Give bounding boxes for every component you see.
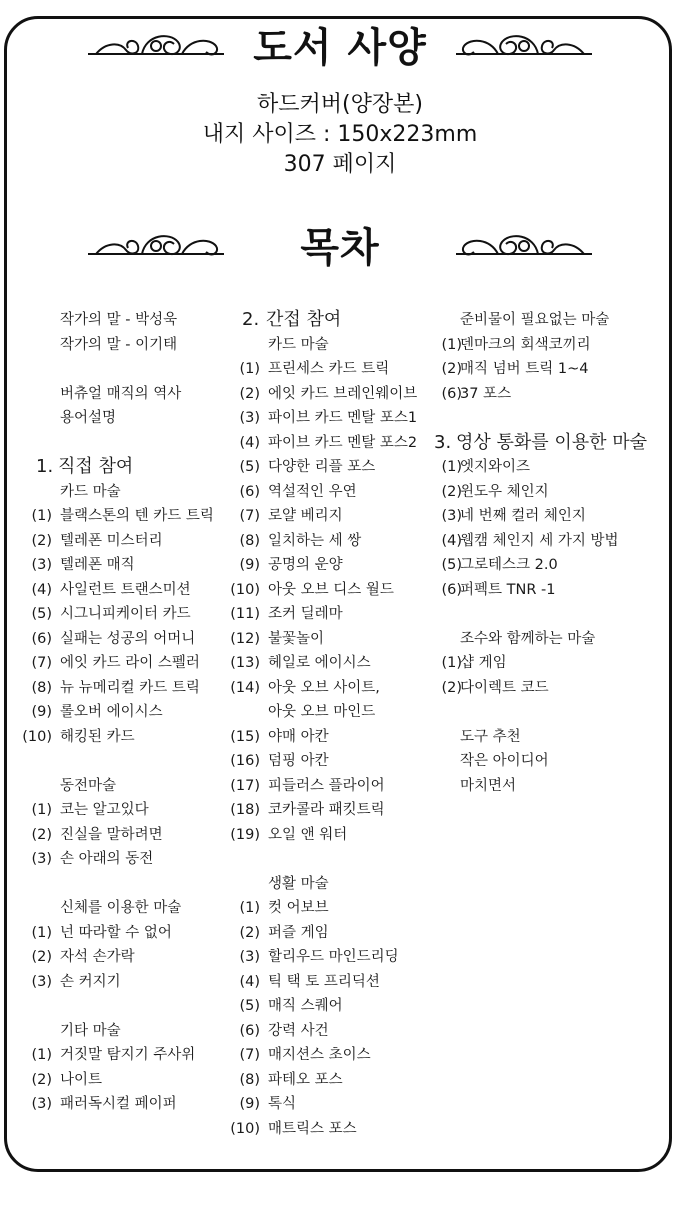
toc-item xyxy=(226,1019,433,1044)
toc-item xyxy=(430,774,670,799)
item-title: 뉴 뉴메리컬 카드 트릭 xyxy=(60,679,200,696)
item-title: 네 번째 컬러 체인지 xyxy=(460,508,586,524)
page-title: 도서 사양 xyxy=(253,25,427,71)
item-title: 다이렉트 코드 xyxy=(460,679,549,696)
item-number: (17) xyxy=(230,777,260,794)
item-number: (9) xyxy=(31,704,52,720)
item-title: 에잇 카드 라이 스펠러 xyxy=(60,655,200,671)
item-title: 조수와 함께하는 마술 xyxy=(460,630,596,647)
item-title: 신체를 이용한 마술 xyxy=(60,900,182,916)
item-title: 코카콜라 패킷트릭 xyxy=(268,802,385,818)
toc-item xyxy=(430,553,670,578)
item-title: 손 아래의 동전 xyxy=(60,851,154,867)
spec-pages: 307 페이지 xyxy=(283,152,397,177)
item-number: (2) xyxy=(239,385,260,402)
item-title: 엣지와이즈 xyxy=(460,459,531,475)
toc-item xyxy=(20,1019,225,1044)
item-number: (4) xyxy=(239,434,260,451)
toc-item xyxy=(430,627,670,652)
item-number: (2) xyxy=(441,483,462,500)
toc-item xyxy=(20,798,225,823)
item-number: (1) xyxy=(31,1047,52,1063)
item-title: 텔레폰 매직 xyxy=(60,557,135,573)
toc-item xyxy=(226,676,433,701)
toc-item xyxy=(226,333,433,358)
item-title: 사일런트 트랜스미션 xyxy=(60,581,191,598)
item-title: 다양한 리플 포스 xyxy=(268,459,376,475)
toc-title: 목차 xyxy=(300,225,380,271)
item-number: (4) xyxy=(239,973,260,990)
item-title: 용어설명 xyxy=(60,410,117,426)
item-number: (4) xyxy=(441,532,462,549)
toc-item xyxy=(20,333,225,358)
toc-item xyxy=(226,504,433,529)
toc-item xyxy=(20,480,225,505)
item-number: (16) xyxy=(230,753,260,769)
item-number: (1) xyxy=(239,900,260,916)
item-number: (5) xyxy=(239,459,260,475)
toc-item xyxy=(226,1043,433,1068)
toc-item xyxy=(226,553,433,578)
item-title: 피들러스 플라이어 xyxy=(268,777,385,794)
item-title: 버츄얼 매직의 역사 xyxy=(60,385,182,402)
toc-item xyxy=(20,945,225,970)
toc-item xyxy=(20,847,225,872)
item-title: 톡식 xyxy=(268,1096,297,1112)
item-title: 에잇 카드 브레인웨이브 xyxy=(268,385,418,402)
item-number: (6) xyxy=(441,581,462,598)
item-number: (4) xyxy=(31,581,52,598)
item-title: 퍼즐 게임 xyxy=(268,924,329,941)
item-number: (3) xyxy=(31,557,52,573)
item-title: 야매 아칸 xyxy=(268,728,329,745)
toc-item xyxy=(20,676,225,701)
item-number: (6) xyxy=(239,483,260,500)
toc-item xyxy=(20,896,225,921)
item-title: 파테오 포스 xyxy=(268,1071,343,1088)
spacer xyxy=(430,602,670,627)
item-title: 덴마크의 회색코끼리 xyxy=(460,336,591,353)
item-title: 작가의 말 - 박성욱 xyxy=(60,312,178,328)
item-title: 진실을 말하려면 xyxy=(60,826,163,843)
item-title: 37 포스 xyxy=(460,385,512,402)
item-number: (6) xyxy=(31,630,52,647)
item-number: (2) xyxy=(31,1071,52,1088)
toc-item xyxy=(430,504,670,529)
toc-item xyxy=(226,602,433,627)
item-number: (12) xyxy=(230,630,260,647)
item-title: 넌 따라할 수 없어 xyxy=(60,924,172,941)
item-number: (6) xyxy=(441,385,462,402)
item-title: 헤일로 에이시스 xyxy=(268,655,371,671)
item-title: 불꽃놀이 xyxy=(268,630,325,647)
toc-item xyxy=(226,480,433,505)
item-number: (9) xyxy=(239,1096,260,1112)
item-title: 오일 앤 워터 xyxy=(268,826,348,843)
section-title: 직접 참여 xyxy=(58,456,134,477)
toc-item xyxy=(20,553,225,578)
toc-item xyxy=(20,725,225,750)
spacer xyxy=(20,357,225,382)
item-number: (3) xyxy=(441,508,462,524)
item-number: (1) xyxy=(31,508,52,524)
spacer xyxy=(20,872,225,897)
toc-item xyxy=(226,994,433,1019)
item-title: 동전마술 xyxy=(60,777,117,794)
item-number: (1) xyxy=(441,459,462,475)
toc-item xyxy=(226,578,433,603)
item-title: 그로테스크 2.0 xyxy=(460,557,558,573)
section-title: 영상 통화를 이용한 마술 xyxy=(456,431,648,453)
toc-item xyxy=(430,333,670,358)
item-title: 퍼펙트 TNR -1 xyxy=(460,581,556,598)
item-number: (3) xyxy=(239,949,260,965)
item-title: 블랙스톤의 텐 카드 트릭 xyxy=(60,508,214,524)
item-title: 아웃 오브 마인드 xyxy=(268,704,376,720)
toc-column-1 xyxy=(20,308,225,1117)
item-title: 덤핑 아칸 xyxy=(268,753,329,769)
section-title: 간접 참여 xyxy=(266,309,342,330)
spacer xyxy=(20,431,225,456)
item-number: (8) xyxy=(239,1071,260,1088)
item-title: 틱 택 토 프리딕션 xyxy=(268,973,380,990)
item-title: 매트릭스 포스 xyxy=(268,1120,357,1137)
item-number: (18) xyxy=(230,802,260,818)
item-number: (11) xyxy=(230,606,260,622)
item-number: (3) xyxy=(239,410,260,426)
toc-item xyxy=(20,823,225,848)
item-title: 패러독시컬 페이퍼 xyxy=(60,1096,177,1112)
toc-item xyxy=(20,627,225,652)
toc-item xyxy=(430,529,670,554)
toc-item xyxy=(226,970,433,995)
item-title: 작가의 말 - 이기태 xyxy=(60,336,178,353)
item-number: (1) xyxy=(441,336,462,353)
toc-item xyxy=(20,529,225,554)
item-title: 컷 어보브 xyxy=(268,900,329,916)
toc-item xyxy=(430,651,670,676)
item-title: 시그니피케이터 카드 xyxy=(60,606,191,622)
toc-item xyxy=(430,357,670,382)
toc-item xyxy=(226,357,433,382)
item-title: 아웃 오브 사이트, xyxy=(268,679,380,696)
item-title: 롤오버 에이시스 xyxy=(60,704,163,720)
toc-item xyxy=(226,749,433,774)
item-title: 카드 마술 xyxy=(60,483,121,500)
toc-item xyxy=(226,725,433,750)
item-title: 웹캠 체인지 세 가지 방법 xyxy=(460,532,619,549)
toc-item xyxy=(430,480,670,505)
toc-item xyxy=(430,749,670,774)
toc-item xyxy=(226,406,433,431)
item-title: 자석 손가락 xyxy=(60,949,135,965)
item-title: 손 커지기 xyxy=(60,973,121,990)
item-title: 파이브 카드 멘탈 포스1 xyxy=(268,410,418,426)
item-number: (1) xyxy=(441,655,462,671)
spacer xyxy=(20,749,225,774)
toc-section xyxy=(430,431,670,456)
item-number: (8) xyxy=(31,679,52,696)
toc-item xyxy=(226,823,433,848)
item-title: 도구 추천 xyxy=(460,728,521,745)
item-number: (1) xyxy=(31,924,52,941)
toc-item xyxy=(430,676,670,701)
item-number: (5) xyxy=(239,998,260,1014)
item-title: 텔레폰 미스터리 xyxy=(60,532,163,549)
item-title: 거짓말 탐지기 주사위 xyxy=(60,1047,196,1063)
toc-item xyxy=(430,455,670,480)
section-number: 3. xyxy=(434,431,452,453)
spacer xyxy=(226,847,433,872)
item-number: (5) xyxy=(31,606,52,622)
item-title: 프린세스 카드 트릭 xyxy=(268,361,390,377)
item-title: 마치면서 xyxy=(460,777,517,794)
spec-size: 내지 사이즈 : 150x223mm xyxy=(202,122,478,147)
item-title: 나이트 xyxy=(60,1071,103,1088)
spacer xyxy=(20,994,225,1019)
toc-section xyxy=(226,308,433,333)
toc-item xyxy=(226,1092,433,1117)
toc-item xyxy=(20,308,225,333)
toc-item xyxy=(20,1092,225,1117)
item-number: (2) xyxy=(31,532,52,549)
item-title: 역설적인 우연 xyxy=(268,483,357,500)
item-title: 강력 사건 xyxy=(268,1022,329,1039)
toc-item xyxy=(226,455,433,480)
item-title: 윈도우 체인지 xyxy=(460,483,549,500)
section-number: 1. xyxy=(36,456,54,477)
section-number: 2. xyxy=(242,309,260,330)
toc-item xyxy=(226,651,433,676)
toc-item xyxy=(20,578,225,603)
item-title: 공명의 운양 xyxy=(268,557,343,573)
item-number: (10) xyxy=(230,581,260,598)
spacer xyxy=(430,700,670,725)
toc-item xyxy=(20,1068,225,1093)
toc-item xyxy=(20,700,225,725)
item-number: (3) xyxy=(31,1096,52,1112)
toc-item xyxy=(430,578,670,603)
toc-column-2 xyxy=(226,308,433,1141)
spacer xyxy=(430,406,670,431)
item-title: 할리우드 마인드리딩 xyxy=(268,949,399,965)
item-title: 기타 마술 xyxy=(60,1022,121,1039)
item-number: (14) xyxy=(230,679,260,696)
item-title: 샵 게임 xyxy=(460,655,507,671)
item-title: 로얄 베리지 xyxy=(268,508,343,524)
toc-item xyxy=(226,627,433,652)
toc-item xyxy=(430,382,670,407)
toc-item xyxy=(430,725,670,750)
item-title: 일치하는 세 쌍 xyxy=(268,532,362,549)
item-title: 조커 딜레마 xyxy=(268,606,343,622)
item-number: (7) xyxy=(239,1047,260,1063)
item-number: (6) xyxy=(239,1022,260,1039)
item-number: (2) xyxy=(239,924,260,941)
toc-item xyxy=(20,406,225,431)
item-title: 준비물이 필요없는 마술 xyxy=(460,312,610,328)
toc-item xyxy=(226,774,433,799)
item-number: (3) xyxy=(31,973,52,990)
toc-item xyxy=(226,529,433,554)
item-number: (2) xyxy=(441,361,462,377)
toc-item xyxy=(226,896,433,921)
item-number: (19) xyxy=(230,826,260,843)
toc-item xyxy=(20,970,225,995)
toc-item xyxy=(226,700,433,725)
item-title: 실패는 성공의 어머니 xyxy=(60,630,196,647)
item-number: (3) xyxy=(31,851,52,867)
toc-item xyxy=(20,1043,225,1068)
toc-section xyxy=(20,455,225,480)
item-number: (8) xyxy=(239,532,260,549)
item-title: 매직 스퀘어 xyxy=(268,998,343,1014)
toc-item xyxy=(430,308,670,333)
spec-binding: 하드커버(양장본) xyxy=(257,92,423,117)
toc-item xyxy=(226,382,433,407)
item-number: (13) xyxy=(230,655,260,671)
toc-item xyxy=(20,504,225,529)
toc-item xyxy=(20,651,225,676)
item-number: (10) xyxy=(230,1120,260,1137)
item-title: 생활 마술 xyxy=(268,875,329,892)
item-title: 매지션스 초이스 xyxy=(268,1047,371,1063)
item-number: (10) xyxy=(22,728,52,745)
item-title: 코는 알고있다 xyxy=(60,802,149,818)
toc-item xyxy=(226,798,433,823)
toc-item xyxy=(20,921,225,946)
toc-item xyxy=(226,921,433,946)
toc-item xyxy=(226,872,433,897)
item-title: 아웃 오브 디스 월드 xyxy=(268,581,394,598)
item-number: (1) xyxy=(239,361,260,377)
toc-item xyxy=(20,382,225,407)
item-number: (1) xyxy=(31,802,52,818)
item-number: (5) xyxy=(441,557,462,573)
toc-item xyxy=(226,1117,433,1142)
item-number: (2) xyxy=(31,949,52,965)
item-title: 해킹된 카드 xyxy=(60,728,135,745)
item-number: (2) xyxy=(441,679,462,696)
toc-item xyxy=(20,602,225,627)
item-number: (2) xyxy=(31,826,52,843)
toc-item xyxy=(20,774,225,799)
toc-item xyxy=(226,945,433,970)
item-title: 카드 마술 xyxy=(268,336,329,353)
toc-column-3 xyxy=(430,308,670,798)
item-number: (9) xyxy=(239,557,260,573)
item-title: 작은 아이디어 xyxy=(460,753,549,769)
item-title: 파이브 카드 멘탈 포스2 xyxy=(268,434,418,451)
toc-item xyxy=(226,1068,433,1093)
item-number: (7) xyxy=(239,508,260,524)
item-number: (7) xyxy=(31,655,52,671)
item-number: (15) xyxy=(230,728,260,745)
toc-item xyxy=(226,431,433,456)
item-title: 매직 넘버 트릭 1~4 xyxy=(460,361,589,377)
